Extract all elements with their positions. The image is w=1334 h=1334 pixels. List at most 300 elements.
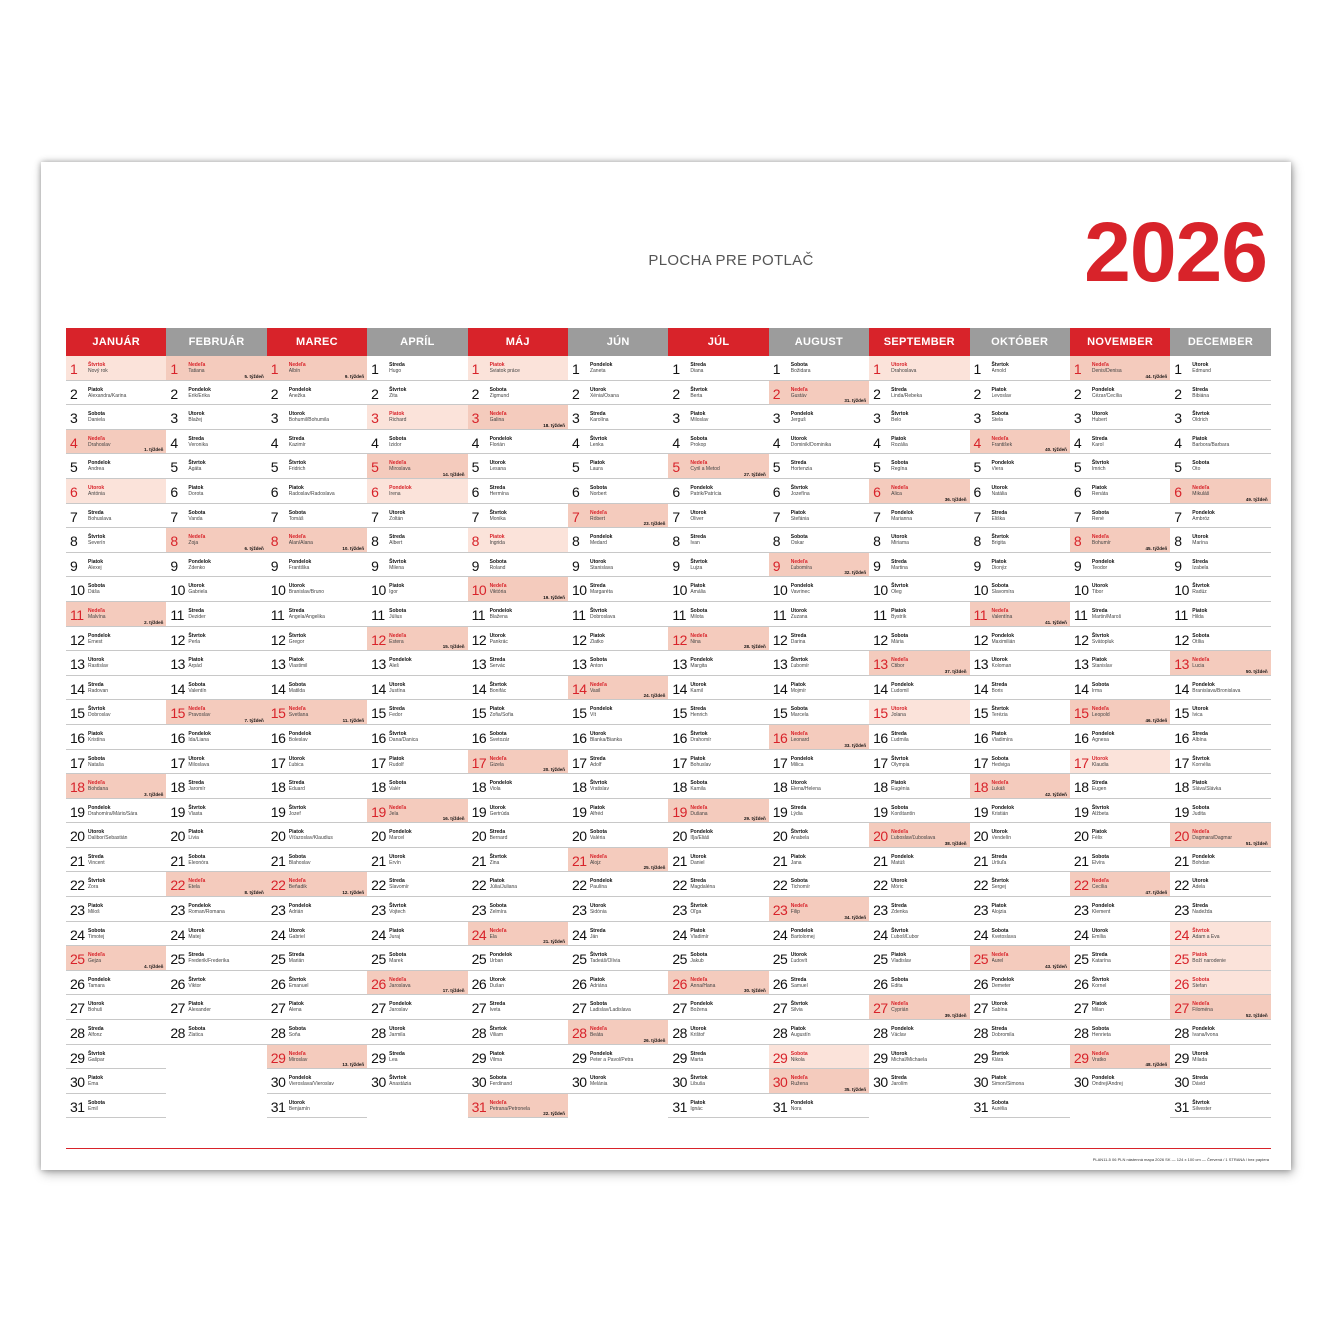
weekday-name: Štvrtok [88,878,106,885]
day-number: 9 [270,557,279,574]
day-number: 24 [772,926,788,943]
weekday-name: Sobota [288,509,306,516]
weekday-name: Streda [389,878,405,885]
nameday: Oľga [690,909,702,916]
day-cell [267,750,367,775]
day-cell [367,676,467,701]
weekday-name: Piatok [188,1001,204,1008]
day-number: 2 [772,385,781,402]
weekday-name: Piatok [790,509,806,516]
nameday: Dobroslav [88,712,111,719]
day-number: 12 [1174,631,1189,648]
weekday-name: Sobota [690,952,708,959]
day-number: 29 [873,1049,888,1066]
day-number: 25 [471,951,487,968]
day-cell [769,602,869,627]
weekday-name: Pondelok [88,804,111,811]
nameday: Erik/Erika [188,392,210,399]
day-cell [267,356,367,381]
nameday: Svätopluk [1091,638,1114,645]
nameday: Oleg [891,589,902,596]
weekday-name: Streda [1091,780,1108,787]
day-cell [1170,528,1270,553]
day-number: 18 [270,779,286,796]
day-number: 26 [973,975,989,992]
nameday: Boleslav [288,736,308,743]
day-number: 2 [973,385,981,402]
weekday-name: Nedeľa [690,976,708,983]
weekday-name: Pondelok [389,657,412,664]
weekday-name: Pondelok [188,730,211,737]
day-cell [1070,823,1170,848]
day-number: 3 [270,410,279,427]
nameday: Daniel [690,859,705,866]
weekday-name: Utorok [88,1001,105,1008]
day-cell [1170,627,1270,652]
nameday: Žofia/Sofia [489,712,514,719]
week-number: 34. týždeň [844,914,867,920]
day-number: 4 [471,434,479,451]
nameday: Drahoslava [891,368,917,374]
day-cell [568,872,668,897]
day-cell [869,381,969,406]
day-number: 14 [170,680,185,697]
weekday-name: Sobota [891,632,909,639]
weekday-name: Štvrtok [188,976,206,983]
week-number: 41. týždeň [1045,619,1067,625]
day-number: 1 [1174,361,1182,377]
weekday-name: Sobota [188,1026,206,1033]
weekday-name: Piatok [690,927,706,934]
nameday: Severín [88,540,106,547]
day-number: 18 [1174,779,1189,796]
day-cell [568,922,668,947]
nameday: Ondrej/Andrej [1091,1081,1123,1088]
day-number: 20 [471,828,487,845]
day-number: 11 [672,606,686,623]
day-cell [468,1045,568,1070]
week-number: 24. týždeň [643,693,666,699]
month-column [769,328,869,1118]
weekday-name: Piatok [1091,1001,1107,1008]
day-cell [367,553,467,578]
day-cell [869,479,969,504]
day-number: 6 [270,483,279,500]
nameday: Branislava/Bronislava [1192,687,1241,694]
day-cell [166,750,266,775]
weekday-name: Utorok [1091,411,1109,418]
nameday: Igor [389,589,398,596]
day-number: 6 [1174,483,1182,500]
day-cell [367,946,467,971]
day-cell [668,848,768,873]
day-number: 11 [1174,606,1188,623]
day-cell [970,922,1070,947]
weekday-name: Štvrtok [389,1075,407,1082]
weekday-name: Sobota [88,927,105,934]
weekday-name: Nedeľa [288,1050,306,1057]
nameday: Viera [991,466,1004,473]
day-number: 28 [672,1025,687,1042]
nameday: Renáta [1091,490,1109,497]
day-cell [1070,897,1170,922]
nameday: Tibor [1091,589,1104,596]
weekday-name: Pondelok [489,780,513,787]
day-cell [1170,356,1270,381]
nameday: Beáta [589,1032,604,1039]
day-cell [1170,430,1270,455]
day-cell [267,848,367,873]
nameday: Medard [589,540,607,547]
day-number: 14 [672,680,687,697]
weekday-name: Štvrtok [489,853,507,860]
day-cell [66,479,166,504]
week-number: 12. týždeň [342,890,365,896]
weekday-name: Sobota [88,583,105,590]
weekday-name: Štvrtok [1192,927,1210,934]
day-cell [970,1094,1070,1119]
day-cell [1070,750,1170,775]
weekday-name: Nedeľa [690,632,708,639]
day-number: 24 [672,926,687,943]
weekday-name: Sobota [389,607,407,614]
day-cell [66,872,166,897]
day-number: 17 [873,754,888,771]
weekday-name: Utorok [188,927,205,934]
nameday: Lucia [1192,663,1205,670]
weekday-name: Sobota [991,583,1009,590]
day-number: 10 [873,582,888,599]
day-number: 3 [471,410,479,427]
day-cell [668,381,768,406]
day-cell [970,528,1070,553]
weekday-name: Utorok [288,927,305,934]
weekday-name: Piatok [589,632,605,639]
nameday: Slavomír [389,884,409,891]
day-number: 11 [270,606,285,623]
day-cell [970,750,1070,775]
weekday-name: Streda [288,435,305,442]
nameday: Viktória [489,589,507,596]
nameday: Blanka/Bianka [589,736,622,743]
weekday-name: Štvrtok [891,927,909,934]
weekday-name: Sobota [790,534,808,541]
nameday: Natália [991,490,1008,497]
nameday: Karolína [589,417,609,424]
nameday: Ľubica [288,761,304,768]
day-number: 11 [70,606,84,623]
day-cell [267,651,367,676]
nameday: Richard [389,417,407,424]
weekday-name: Sobota [489,386,507,393]
day-number: 4 [772,434,781,451]
day-number: 30 [672,1074,687,1091]
nameday: Edita [891,982,903,989]
weekday-name: Streda [991,853,1008,860]
nameday: Jaroslav [389,1007,408,1014]
weekday-name: Streda [288,607,305,614]
nameday: Gizela [489,761,504,768]
day-number: 18 [471,779,487,796]
weekday-name: Nedeľa [88,435,105,442]
weekday-name: Štvrtok [88,534,106,541]
nameday: František [991,441,1013,448]
day-cell [668,971,768,996]
weekday-name: Piatok [790,853,806,860]
nameday: Želmíra [489,909,507,916]
day-cell [668,897,768,922]
weekday-name: Nedeľa [188,534,206,541]
day-number: 1 [70,361,78,377]
day-number: 13 [873,656,888,673]
nameday: Nora [790,1105,802,1112]
nameday: Dana/Danica [389,736,419,743]
day-cell [267,725,367,750]
day-number: 8 [70,533,78,550]
day-number: 11 [1073,606,1088,623]
week-number: 23. týždeň [643,521,666,527]
nameday: Dušan [489,982,505,989]
nameday: Bohuš [88,1007,103,1014]
nameday: Kazimír [288,441,306,448]
day-number: 25 [571,951,587,968]
nameday: Henrich [690,712,708,719]
nameday: Gejza [88,958,102,965]
nameday: Marta [690,1056,704,1063]
day-number: 8 [471,533,479,550]
nameday: Stanislav [1091,663,1113,670]
day-cell [668,799,768,824]
weekday-name: Sobota [188,509,206,516]
day-number: 26 [873,975,888,992]
day-number: 16 [571,729,587,746]
day-number: 27 [772,1000,788,1017]
weekday-name: Utorok [891,362,908,368]
day-cell [668,922,768,947]
nameday: Samuel [790,982,808,989]
day-cell [970,479,1070,504]
day-cell [1170,799,1270,824]
day-number: 31 [672,1098,687,1115]
nameday: Irena [389,490,401,497]
day-cell [66,848,166,873]
day-cell [468,799,568,824]
weekday-name: Streda [589,927,606,934]
weekday-name: Pondelok [891,681,914,688]
weekday-name: Štvrtok [489,509,507,516]
nameday: Frederik/Frederika [188,958,230,965]
day-number: 7 [70,508,78,525]
day-number: 18 [873,779,888,796]
weekday-name: Piatok [690,1099,706,1106]
day-cell [1070,381,1170,406]
nameday: Žaneta [589,368,606,374]
weekday-name: Pondelok [991,976,1015,983]
week-number: 19. týždeň [543,594,565,600]
day-number: 1 [1073,361,1082,377]
weekday-name: Nedeľa [891,1001,909,1008]
day-cell [66,750,166,775]
weekday-name: Streda [389,706,405,713]
day-cell [970,602,1070,627]
weekday-name: Sobota [1091,509,1109,516]
day-number: 13 [973,656,989,673]
weekday-name: Nedeľa [690,460,708,467]
day-cell [1070,553,1170,578]
weekday-name: Nedeľa [790,1075,808,1082]
weekday-name: Štvrtok [589,607,608,614]
day-number: 7 [170,508,178,525]
weekday-name: Štvrtok [88,1050,106,1057]
weekday-name: Streda [1091,435,1108,442]
weekday-name: Utorok [1192,878,1209,885]
month-grid [66,328,1271,1118]
day-number: 14 [270,680,286,697]
day-cell [66,774,166,799]
day-number: 11 [471,606,486,623]
week-number: 30. týždeň [743,988,766,994]
day-number: 17 [1073,754,1089,771]
day-cell [568,454,668,479]
day-cell [668,1045,768,1070]
day-cell [468,528,568,553]
day-number: 15 [973,705,989,722]
nameday: Terézia [991,712,1008,719]
day-number: 11 [371,606,385,623]
nameday: Diana [690,368,704,374]
day-number: 12 [1073,631,1089,648]
day-cell [166,1020,266,1045]
day-number: 15 [1174,705,1189,722]
nameday: Otília [1192,638,1204,645]
weekday-name: Piatok [1192,607,1208,614]
weekday-name: Piatok [489,706,505,713]
nameday: Urban [489,958,504,965]
weekday-name: Sobota [88,411,105,418]
day-cell [668,627,768,652]
day-number: 27 [873,1000,888,1017]
day-cell [869,897,969,922]
weekday-name: Streda [790,804,807,811]
day-number: 8 [571,533,580,550]
weekday-name: Pondelok [1091,730,1115,737]
nameday: Dobroslava [589,613,616,620]
nameday: Branislav/Bruno [288,589,325,596]
day-number: 2 [672,385,680,402]
weekday-name: Pondelok [589,1050,613,1057]
weekday-name: Piatok [991,386,1007,393]
day-cell [468,823,568,848]
nameday: Jakub [690,958,704,965]
weekday-name: Sobota [88,755,105,762]
weekday-name: Sobota [589,484,607,491]
day-cell [267,700,367,725]
day-cell [970,946,1070,971]
weekday-name: Sobota [891,976,909,983]
day-cell [166,504,266,529]
day-cell [468,627,568,652]
day-number: 22 [973,877,989,894]
day-cell [468,356,568,381]
week-number: 46. týždeň [1145,717,1168,723]
weekday-name: Nedeľa [389,976,407,983]
weekday-name: Pondelok [891,1026,914,1033]
week-number: 10. týždeň [342,545,365,551]
weekday-name: Nedeľa [1192,657,1210,664]
nameday: Viliam [489,1032,504,1039]
nameday: Miriama [891,540,909,547]
weekday-name: Pondelok [489,435,513,442]
day-cell [66,725,166,750]
day-cell [568,651,668,676]
day-number: 8 [873,533,881,550]
day-cell [1170,946,1270,971]
day-cell [769,848,869,873]
day-cell [1070,528,1170,553]
day-cell [769,528,869,553]
day-number: 21 [70,852,85,869]
weekday-name: Sobota [589,657,607,664]
week-number: 52. týždeň [1245,1013,1268,1019]
weekday-name: Sobota [690,780,708,787]
weekday-name: Utorok [288,583,305,590]
day-number: 10 [471,582,487,599]
weekday-name: Piatok [891,952,907,959]
day-cell [66,602,166,627]
day-cell [970,356,1070,381]
day-number: 16 [371,729,386,746]
day-number: 24 [1073,926,1089,943]
nameday: Katarína [1091,958,1111,965]
weekday-name: Štvrtok [1192,1099,1210,1106]
day-cell [769,1020,869,1045]
day-cell [468,430,568,455]
weekday-name: Pondelok [690,829,713,836]
week-number: 26. týždeň [643,1037,666,1043]
weekday-name: Nedeľa [1091,1050,1109,1057]
day-cell [66,627,166,652]
weekday-name: Pondelok [790,1099,814,1106]
weekday-name: Štvrtok [88,706,106,713]
day-number: 16 [270,729,286,746]
weekday-name: Streda [790,632,807,639]
day-number: 23 [973,902,989,919]
week-number: 17. týždeň [442,988,465,994]
day-cell [970,725,1070,750]
nameday: Blažena [489,613,508,620]
week-number: 49. týždeň [1245,496,1268,502]
weekday-name: Utorok [891,534,908,541]
nameday: Gertrúda [489,810,510,817]
day-cell [769,823,869,848]
day-number: 5 [70,459,78,476]
day-cell [668,651,768,676]
week-number: 40. týždeň [1045,447,1067,453]
day-cell [267,602,367,627]
weekday-name: Nedeľa [991,780,1009,787]
nameday: Bonifác [489,687,507,694]
day-cell [1070,1020,1170,1045]
day-number: 25 [973,951,989,968]
nameday: Ľudmila [891,736,909,743]
nameday: Belo [891,417,902,424]
day-number: 26 [70,975,85,992]
day-number: 6 [571,483,580,500]
day-cell [869,922,969,947]
day-cell [970,872,1070,897]
day-number: 14 [371,680,386,697]
weekday-name: Sobota [288,853,306,860]
